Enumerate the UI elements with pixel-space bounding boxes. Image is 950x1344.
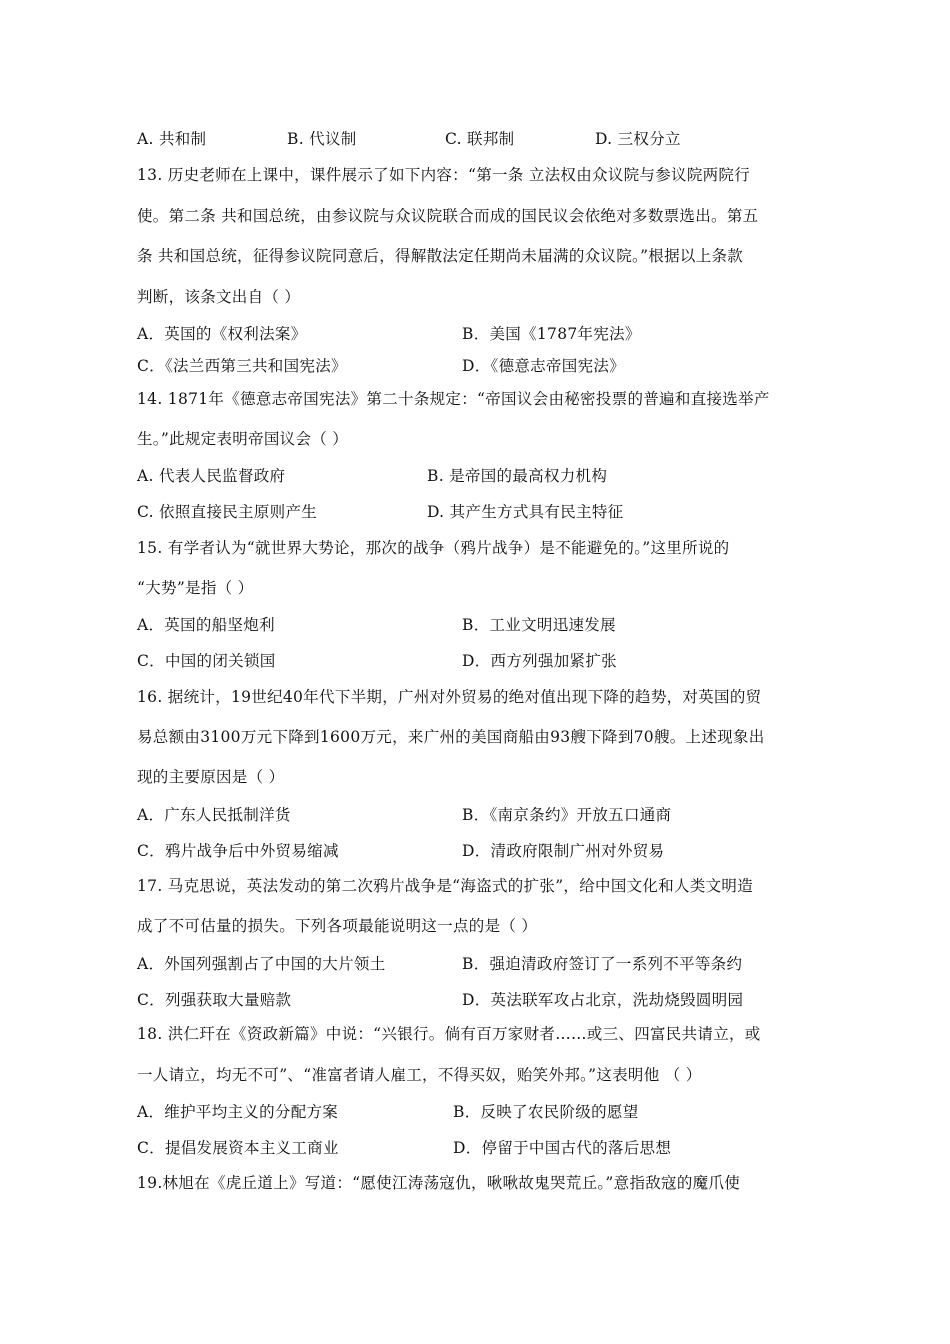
q18-option-c: C．提倡发展资本主义工商业 (137, 1139, 339, 1157)
q13-option-a: A．英国的《权利法案》 (137, 325, 307, 343)
q18-stem-line: 一人请立，均无不可”、“准富者请人雇工，不得买奴，贻笑外邦。”这表明他 （ ） (137, 1066, 702, 1084)
q14-stem-line: 生。”此规定表明帝国议会（ ） (137, 430, 349, 448)
q16-stem-line: 易总额由3100万元下降到1600万元，来广州的美国商船由93艘下降到70艘。上述现象出 (137, 728, 765, 746)
q15-stem-line: 15. 有学者认为“就世界大势论，那次的战争（鸦片战争）是不能避免的。”这里所说的 (137, 539, 730, 557)
q14-option-c: C. 依照直接民主原则产生 (137, 503, 318, 521)
q16-option-b: B．《南京条约》开放五口通商 (462, 806, 672, 824)
q17-option-a: A．外国列强割占了中国的大片领土 (137, 955, 386, 973)
q13-stem-line: 条 共和国总统，征得参议院同意后，得解散法定任期尚未届满的众议院。”根据以上条款 (137, 247, 744, 265)
q17-stem-line: 17. 马克思说，英法发动的第二次鸦片战争是“海盗式的扩张”，给中国文化和人类文明造 (137, 877, 754, 895)
q18-option-b: B．反映了农民阶级的愿望 (453, 1103, 639, 1121)
q14-stem-line: 14. 1871年《德意志帝国宪法》第二十条规定：“帝国议会由秘密投票的普遍和直接选举产 (137, 390, 770, 408)
q14-option-d: D. 其产生方式具有民主特征 (427, 503, 624, 521)
q13-option-b: B．美国《1787年宪法》 (462, 325, 641, 343)
q15-option-b: B．工业文明迅速发展 (462, 616, 616, 634)
q15-option-d: D．西方列强加紧扩张 (462, 652, 617, 670)
q16-option-d: D．清政府限制广州对外贸易 (462, 842, 665, 860)
q13-option-d: D．《德意志帝国宪法》 (462, 357, 625, 375)
q15-option-a: A．英国的船坚炮利 (137, 616, 275, 634)
q13-stem-line: 判断，该条文出自（ ） (137, 288, 301, 306)
q13-stem-line: 13. 历史老师在上课中，课件展示了如下内容：“第一条 立法权由众议院与参议院两院行 (137, 166, 751, 184)
q12-option-d: D. 三权分立 (595, 130, 681, 148)
q16-option-a: A．广东人民抵制洋货 (137, 806, 291, 824)
q15-option-c: C．中国的闭关锁国 (137, 652, 276, 670)
q16-option-c: C．鸦片战争后中外贸易缩减 (137, 842, 339, 860)
q17-option-c: C．列强获取大量赔款 (137, 991, 292, 1009)
q18-stem-line: 18. 洪仁玕在《资政新篇》中说：“兴银行。倘有百万家财者……或三、四富民共请立，或 (137, 1025, 761, 1043)
q14-option-a: A. 代表人民监督政府 (137, 467, 286, 485)
q17-stem-line: 成了不可估量的损失。下列各项最能说明这一点的是（ ） (137, 917, 538, 935)
q17-option-d: D．英法联军攻占北京，洗劫烧毁圆明园 (462, 991, 744, 1009)
q19-stem-line: 19.林旭在《虎丘道上》写道：“愿使江涛荡寇仇，啾啾故鬼哭荒丘。”意指敌寇的魔爪使 (137, 1174, 741, 1192)
q13-stem-line: 使。第二条 共和国总统，由参议院与众议院联合而成的国民议会依绝对多数票选出。第五 (137, 207, 759, 225)
q18-option-d: D．停留于中国古代的落后思想 (453, 1139, 672, 1157)
q13-option-c: C．《法兰西第三共和国宪法》 (137, 357, 347, 375)
q12-option-a: A. 共和制 (137, 130, 207, 148)
q16-stem-line: 现的主要原因是（ ） (137, 768, 285, 786)
q16-stem-line: 16. 据统计，19世纪40年代下半期，广州对外贸易的绝对值出现下降的趋势，对英国的贸 (137, 688, 762, 706)
q18-option-a: A．维护平均主义的分配方案 (137, 1103, 339, 1121)
q14-option-b: B. 是帝国的最高权力机构 (427, 467, 608, 485)
q12-option-c: C. 联邦制 (445, 130, 515, 148)
q17-option-b: B．强迫清政府签订了一系列不平等条约 (462, 955, 743, 973)
q15-stem-line: “大势”是指（ ） (137, 579, 254, 597)
q12-option-b: B. 代议制 (287, 130, 357, 148)
